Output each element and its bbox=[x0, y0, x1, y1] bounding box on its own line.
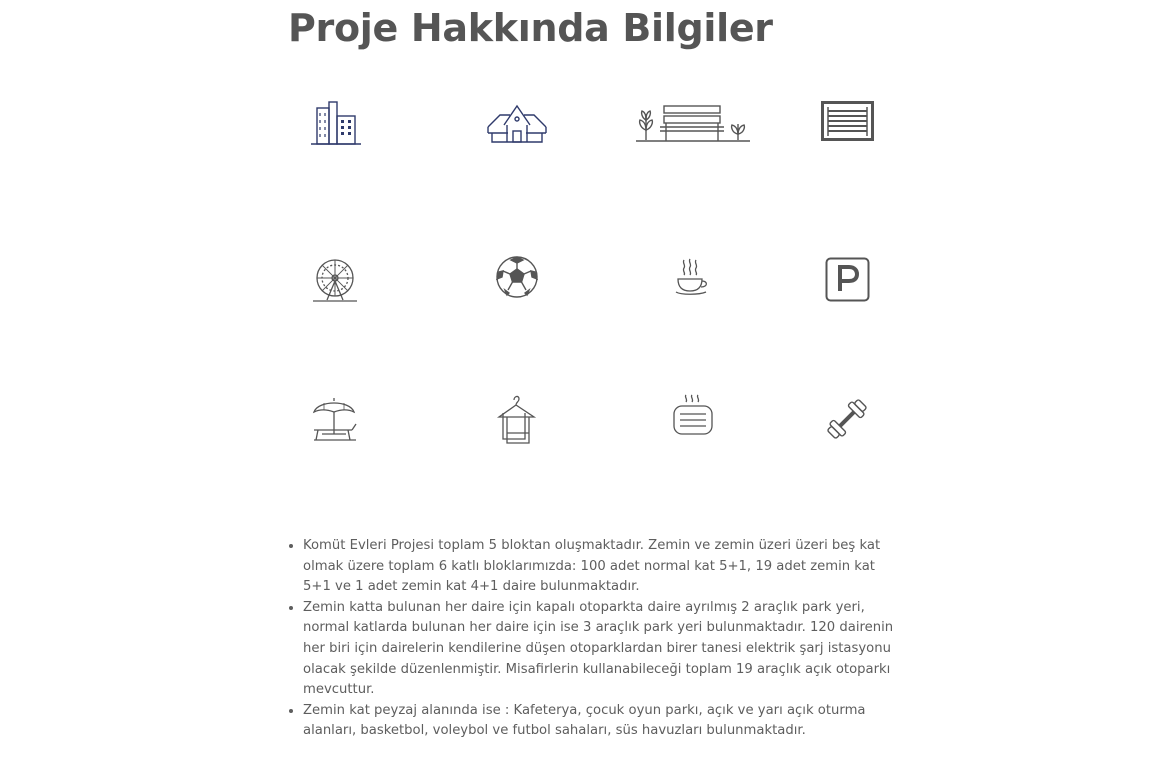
park-bench-icon bbox=[636, 104, 750, 144]
page-title: Proje Hakkında Bilgiler bbox=[288, 6, 773, 50]
info-item-landscape: • Zemin kat peyzaj alanında ise : Kafeterya, çocuk oyun parkı, açık ve yarı açık oturma alanları, basketbol, voleybol ve futbol sahaları, süs havuzları bulunmaktadır. bbox=[303, 701, 903, 742]
soccer-ball-icon bbox=[495, 255, 539, 299]
project-info-list bbox=[283, 536, 903, 742]
info-item-parking: • Zemin katta bulunan her daire için kapalı otoparkta daire ayrılmış 2 araçlık park yeri, normal katlarda bulunan her daire için ise 3 araçlık park yeri bulunmaktadır. 120 dairenin her biri için dairelerin kendilerine düşen otoparklardan birer tanesi elektrik şarj istasyonu olacak şekilde düzenlenmiştir. Misafirlerin kullanabileceği toplam 19 araçlık açık otoparkı mevcuttur. bbox=[303, 598, 903, 701]
beach-umbrella-lounger-icon bbox=[312, 394, 360, 444]
coffee-cup-icon bbox=[675, 258, 709, 296]
dumbbell-icon bbox=[824, 396, 870, 442]
heated-towel-icon bbox=[672, 394, 714, 438]
towel-hanger-icon bbox=[497, 393, 537, 445]
parking-sign-icon bbox=[825, 257, 870, 302]
ferris-wheel-icon bbox=[311, 256, 359, 304]
info-item-blocks: • Komüt Evleri Projesi toplam 5 bloktan oluşmaktadır. Zemin ve zemin üzeri üzeri beş kat olmak üzere toplam 6 katlı bloklarımızda: 100 adet normal kat 5+1, 19 adet zemin kat 5+1 ve 1 adet zemin kat 4+1 daire bulunmaktadır. bbox=[303, 536, 903, 598]
house-icon bbox=[486, 103, 548, 145]
apartment-buildings-icon bbox=[311, 100, 361, 146]
garage-door-icon bbox=[821, 101, 874, 141]
